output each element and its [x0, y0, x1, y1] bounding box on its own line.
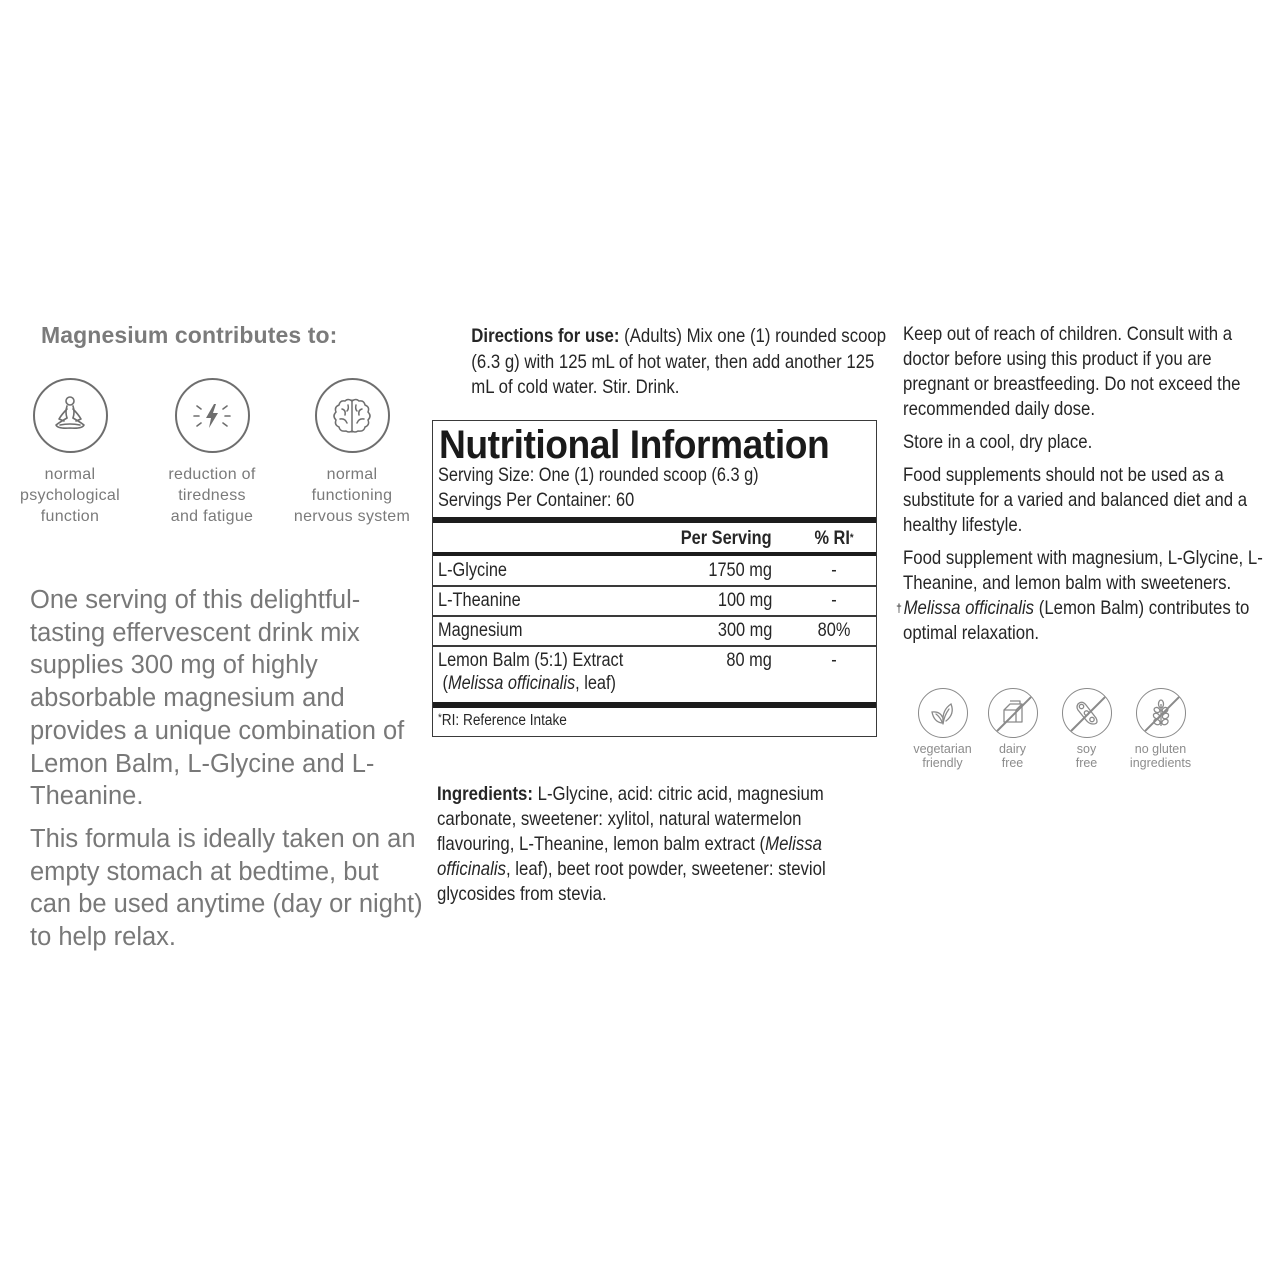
- badge-vegetarian: vegetarian friendly: [905, 688, 980, 770]
- wheat-icon: [1136, 688, 1186, 738]
- directions-for-use: [471, 324, 892, 401]
- ingredients: Ingredients: L-Glycine, acid: citric acid, magnesium carbonate, sweetener: xylitol, natural watermelon flavouring, L-Theanine, lemon balm extract (Melissa officinalis, leaf), beet root powder, sweetener: steviol glycosides from stevia.: [437, 783, 826, 905]
- divider: [433, 645, 876, 647]
- ri-footnote: *RI: Reference Intake: [438, 712, 567, 729]
- nutrition-title: Nutritional Information: [439, 423, 830, 467]
- product-description: [30, 584, 425, 954]
- benefit-reduce-tiredness: [142, 378, 282, 527]
- divider: [433, 517, 876, 523]
- ingredients-label: Ingredients:: [437, 783, 533, 805]
- meditation-icon: [33, 378, 108, 453]
- serving-info: [438, 463, 759, 513]
- benefit-label: normal functioning nervous system: [293, 466, 411, 525]
- badge-soy-free: soy free: [1049, 688, 1124, 770]
- benefit-icons: [0, 378, 420, 528]
- divider: [433, 615, 876, 617]
- nutrition-table: Nutritional Information Serving Size: One (1) rounded scoop (6.3 g) Servings Per Container: 60 Per Serving % RI* L-Glycine 1750 mg - L-Theanine 100 mg - Magnesium 300 mg 80% Lemon Balm (5:1) Extract (Melissa officinalis, leaf) 80 mg - *RI: Reference Intake: [432, 420, 877, 737]
- benefit-nervous-system: [282, 378, 422, 527]
- brain-icon: [315, 378, 390, 453]
- storage-text: Store in a cool, dry place.: [903, 431, 1093, 453]
- milk-carton-icon: [988, 688, 1038, 738]
- left-column: [20, 322, 425, 952]
- benefit-label: normal psychological function: [20, 466, 120, 525]
- right-column: [896, 322, 1273, 646]
- dietary-badges: [905, 688, 1205, 783]
- description-paragraph: This formula is ideally taken on an empty stomach at bedtime, but can be used anytime (day or night) to help relax.: [30, 824, 423, 952]
- divider: [433, 552, 876, 556]
- directions-text: (Adults) Mix one (1) rounded scoop (6.3 g) with 125 mL of hot water, then add another 125 mL of cold water. Stir. Drink.: [471, 325, 887, 398]
- lightning-bolt-icon: [175, 378, 250, 453]
- warning-text: Keep out of reach of children. Consult with a doctor before using this product if you are pregnant or breastfeeding. Do not exceed the recommended daily dose.: [903, 323, 1241, 420]
- middle-column: [437, 324, 887, 401]
- badge-no-gluten: no gluten ingredients: [1123, 688, 1198, 770]
- soybean-icon: [1062, 688, 1112, 738]
- divider: [433, 585, 876, 587]
- serving-size: Serving Size: One (1) rounded scoop (6.3 g): [438, 465, 759, 486]
- col-per-serving: Per Serving: [681, 528, 772, 549]
- description-paragraph: One serving of this delightful-tasting effervescent drink mix supplies 300 mg of highly absorbable magnesium and provides a unique combination of Lemon Balm, L-Glycine and L-Theanine.: [30, 586, 405, 811]
- directions-label: Directions for use:: [471, 325, 620, 347]
- contributes-heading: Magnesium contributes to:: [41, 322, 338, 348]
- col-ri: % RI*: [814, 528, 854, 549]
- badge-dairy-free: dairy free: [975, 688, 1050, 770]
- supplement-disclaimer: Food supplements should not be used as a substitute for a varied and balanced diet and a healthy lifestyle.: [903, 464, 1248, 536]
- product-statement: Food supplement with magnesium, L-Glycine, L-Theanine, and lemon balm with sweeteners. †Melissa officinalis (Lemon Balm) contributes to optimal relaxation.: [896, 547, 1263, 644]
- benefit-label: reduction of tiredness and fatigue: [168, 466, 256, 525]
- divider: [433, 702, 876, 708]
- leaf-icon: [918, 688, 968, 738]
- servings-per-container: Servings Per Container: 60: [438, 490, 635, 511]
- benefit-psychological-function: [0, 378, 140, 527]
